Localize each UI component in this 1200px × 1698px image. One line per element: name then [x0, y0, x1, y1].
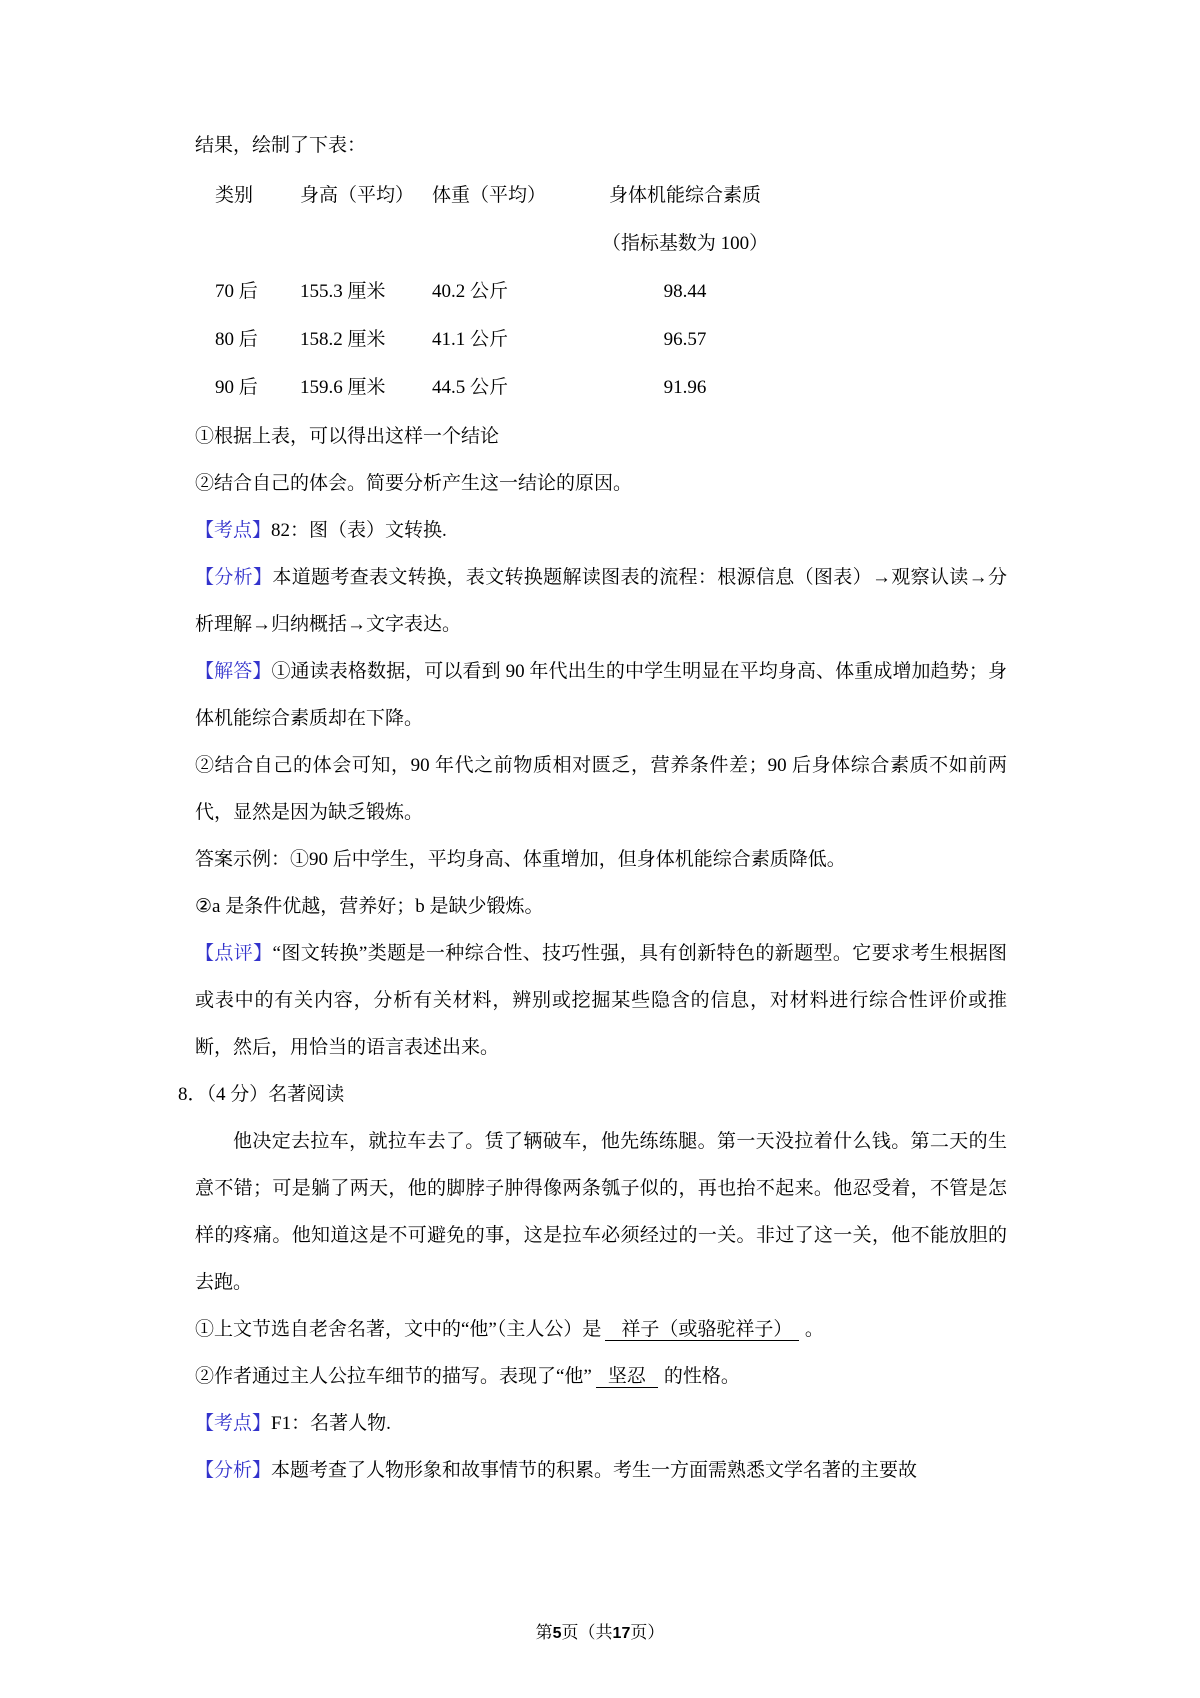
- table-header-category: 类别: [215, 184, 254, 206]
- dianping-1: [195, 930, 1007, 1071]
- footer-text: 第: [535, 1623, 553, 1642]
- document-content: [178, 122, 1007, 1494]
- intro-line: 结果，绘制了下表：: [195, 135, 367, 156]
- cell-category: 80 后: [215, 328, 258, 350]
- table-header-row: [215, 171, 810, 219]
- table-row: [215, 267, 810, 315]
- table-row: [215, 363, 810, 411]
- fenxi-2: [195, 1447, 1007, 1494]
- question-8-passage: 他决定去拉车，就拉车去了。赁了辆破车，他先练练腿。第一天没拉着什么钱。第二天的生意不错；可是躺了两天，他的脚脖子肿得像两条瓠子似的，再也抬不起来。他忍受着，不管是怎样的疼痛。他知道这是不可避免的事，这是拉车必须经过的一关。非过了这一关，他不能放胆的去跑。: [195, 1131, 1007, 1293]
- table-header-fitness: 身体机能综合素质: [608, 184, 761, 206]
- fenxi-label: 【分析】: [195, 567, 273, 588]
- kaodian-text: F1：名著人物.: [271, 1413, 391, 1434]
- cell-weight: 41.1 公斤: [432, 328, 509, 350]
- fenxi-text: 本道题考查表文转换，表文转换题解读图表的流程：根源信息（图表）→观察认读→分析理解→归纳概括→文字表达。: [195, 567, 1007, 635]
- cell-height: 159.6 厘米: [300, 376, 386, 398]
- table-row: [215, 315, 810, 363]
- kaodian-label: 【考点】: [195, 1413, 272, 1434]
- subq2-answer-blank: 坚忍: [596, 1366, 658, 1388]
- fenxi-label: 【分析】: [195, 1460, 272, 1481]
- subq1-post: 。: [804, 1319, 824, 1340]
- kaodian-2: [195, 1400, 1007, 1447]
- subq1-answer-blank: 祥子（或骆驼祥子）: [605, 1319, 799, 1341]
- cell-height: 158.2 厘米: [300, 328, 386, 350]
- jieda-1-p2: ②结合自己的体会可知，90 年代之前物质相对匮乏，营养条件差；90 后身体综合素质不如前两代，显然是因为缺乏锻炼。: [195, 755, 1007, 823]
- table-header-height: 身高（平均）: [300, 184, 415, 206]
- fenxi-1: [195, 554, 1007, 648]
- cell-category: 70 后: [215, 280, 258, 302]
- cell-height: 155.3 厘米: [300, 280, 386, 302]
- subq2-pre: ②作者通过主人公拉车细节的描写。表现了“他”: [195, 1366, 592, 1387]
- kaodian-text: 82：图（表）文转换.: [271, 520, 447, 541]
- jieda-1-p4: ②a 是条件优越，营养好；b 是缺少锻炼。: [195, 896, 544, 917]
- jieda-1-p3: 答案示例：①90 后中学生，平均身高、体重增加，但身体机能综合素质降低。: [195, 849, 846, 870]
- jieda-1: [195, 648, 1007, 742]
- cell-weight: 44.5 公斤: [432, 376, 509, 398]
- cell-fitness: 96.57: [663, 328, 707, 350]
- question-item-2: ②结合自己的体会。简要分析产生这一结论的原因。: [195, 473, 633, 494]
- cell-fitness: 91.96: [663, 376, 707, 398]
- statistics-table: [215, 171, 810, 411]
- subq1-pre: ①上文节选自老舍名著，文中的“他”（主人公）是: [195, 1319, 602, 1340]
- table-header-weight: 体重（平均）: [432, 184, 547, 206]
- fenxi-text: 本题考查了人物形象和故事情节的积累。考生一方面需熟悉文学名著的主要故: [271, 1460, 918, 1481]
- page-footer: [0, 1618, 1200, 1643]
- table-header-fitness-note: （指标基数为 100）: [601, 232, 769, 254]
- table-header-note-row: [215, 219, 810, 267]
- cell-fitness: 98.44: [663, 280, 707, 302]
- question-8-subq-1: [195, 1306, 1007, 1353]
- footer-page-number: 5: [552, 1625, 562, 1642]
- jieda-label: 【解答】: [195, 661, 272, 682]
- footer-total-pages: 17: [612, 1625, 631, 1642]
- question-item-1: ①根据上表，可以得出这样一个结论: [195, 426, 500, 447]
- cell-weight: 40.2 公斤: [432, 280, 509, 302]
- kaodian-1: [195, 507, 1007, 554]
- footer-text: 页）: [630, 1623, 665, 1642]
- subq2-post: 的性格。: [663, 1366, 740, 1387]
- jieda-text: ①通读表格数据，可以看到 90 年代出生的中学生明显在平均身高、体重成增加趋势；身体机能综合素质却在下降。: [195, 661, 1007, 729]
- question-8-title: 8．（4 分）名著阅读: [178, 1084, 345, 1105]
- footer-text: 页（共: [561, 1623, 613, 1642]
- kaodian-label: 【考点】: [195, 520, 272, 541]
- dianping-text: “图文转换”类题是一种综合性、技巧性强，具有创新特色的新题型。它要求考生根据图或表中的有关内容，分析有关材料，辨别或挖掘某些隐含的信息，对材料进行综合性评价或推断，然后，用恰当的语言表述出来。: [195, 943, 1007, 1058]
- question-8-subq-2: [195, 1353, 1007, 1400]
- cell-category: 90 后: [215, 376, 258, 398]
- dianping-label: 【点评】: [195, 943, 273, 964]
